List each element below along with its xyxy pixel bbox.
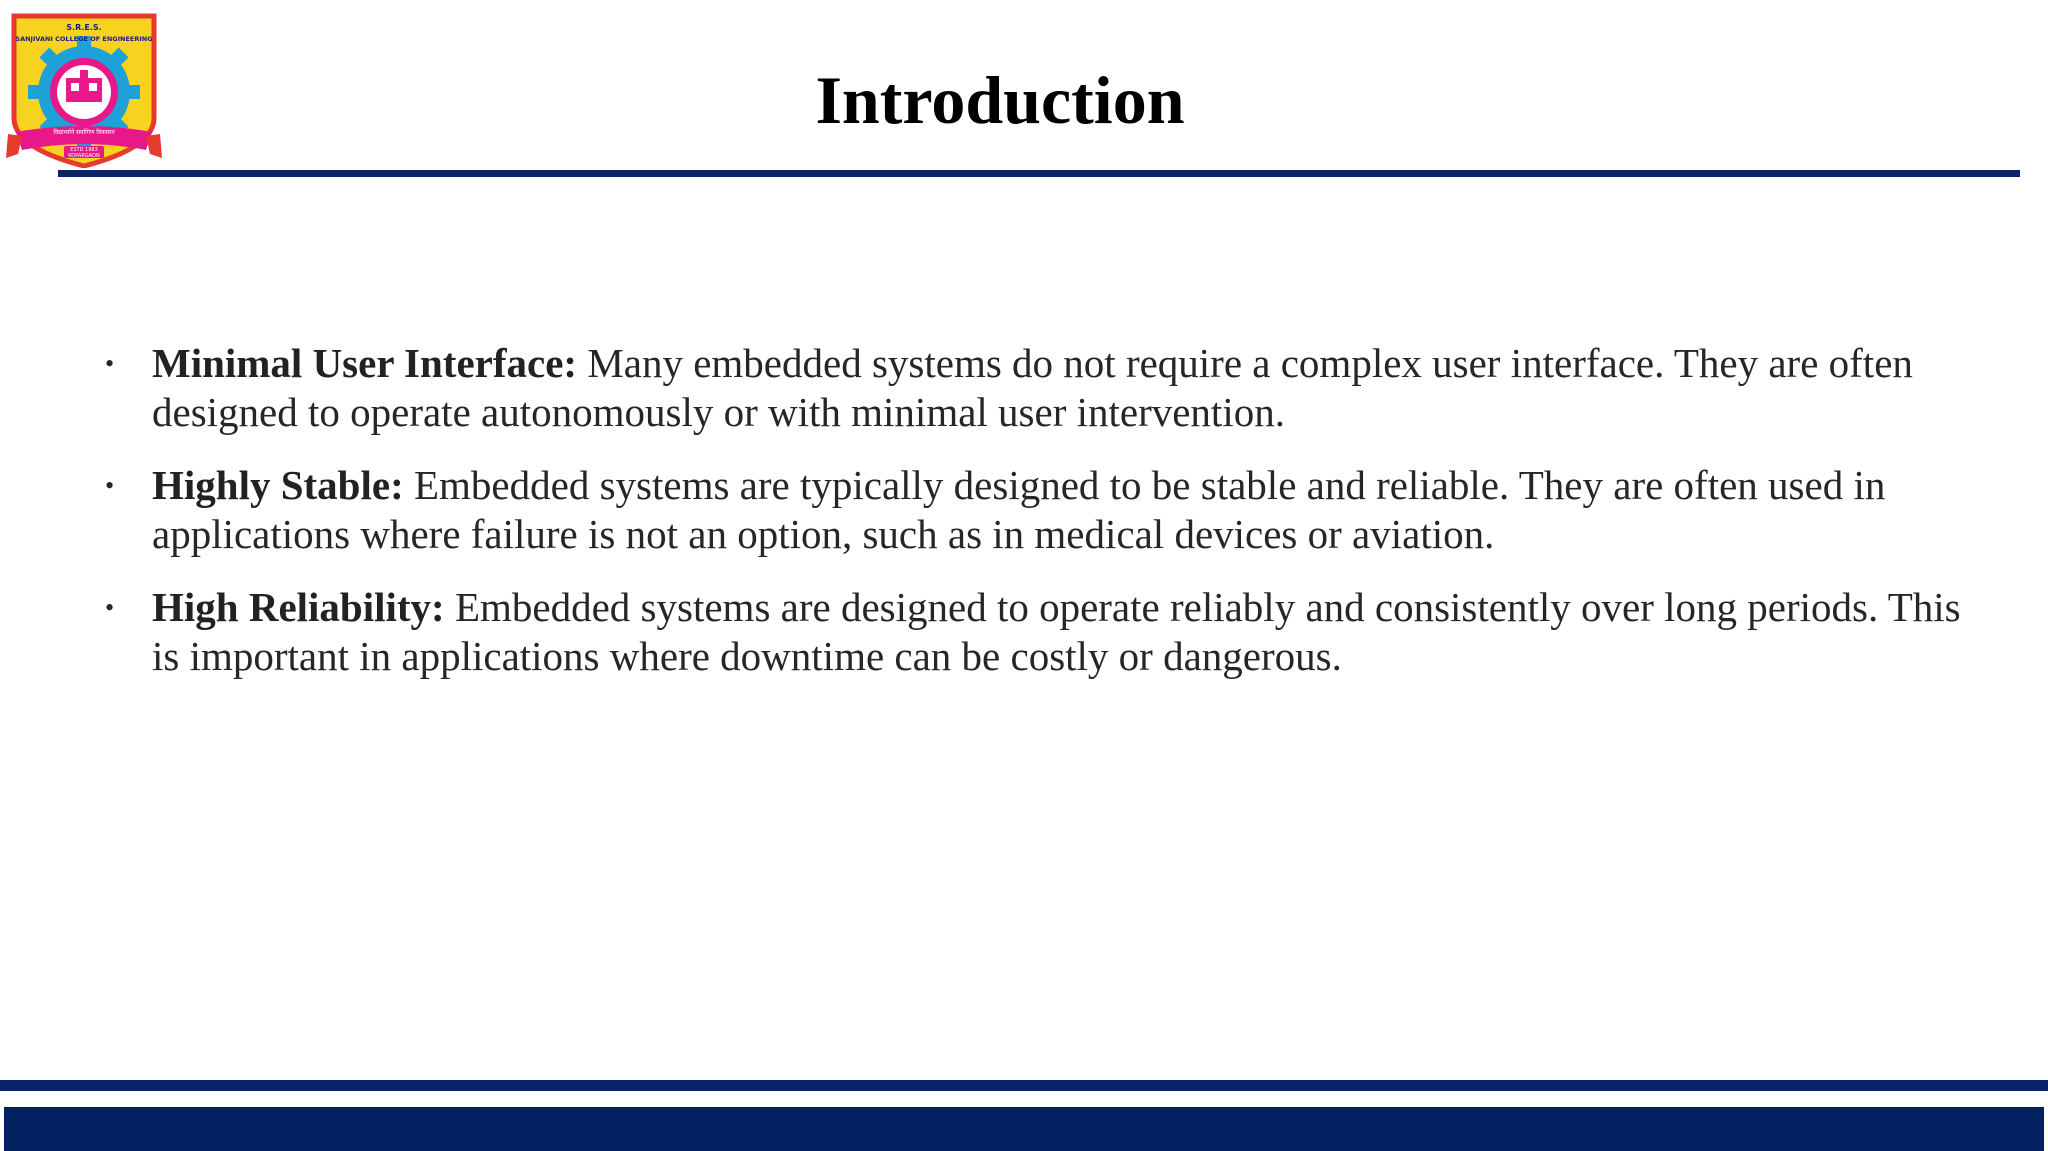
bullet-item-highly-stable — [105, 461, 1985, 559]
footer-rule-thin — [0, 1080, 2048, 1091]
svg-text:ESTD 1983: ESTD 1983 — [70, 147, 98, 153]
bullet-dot-icon: • — [105, 593, 115, 622]
bullet-list — [105, 339, 1985, 705]
bullet-text: Embedded systems are designed to operate reliably and consistently over long periods. This is important in applications where downtime can be costly or dangerous. — [152, 584, 1961, 679]
svg-text:SANJIVANI COLLEGE OF ENGINEERI: SANJIVANI COLLEGE OF ENGINEERING — [15, 35, 153, 43]
slide-title: Introduction — [815, 62, 1185, 138]
footer-band — [4, 1107, 2044, 1151]
bullet-text: Embedded systems are typically designed to be stable and reliable. They are often used in applications where failure is not an option, such as in medical devices or aviation. — [152, 462, 1886, 557]
title-divider — [58, 170, 2020, 177]
svg-text:S.R.E.S.: S.R.E.S. — [66, 23, 102, 32]
bullet-term: Highly Stable: — [152, 462, 404, 508]
svg-text:KOPARGAON: KOPARGAON — [68, 153, 100, 159]
svg-text:विद्यार्थ्याने सर्वागिण विकासन: विद्यार्थ्याने सर्वागिण विकासन — [53, 129, 115, 136]
bullet-text: Many embedded systems do not require a complex user interface. They are often designed to operate autonomously or with minimal user intervention. — [152, 340, 1913, 435]
bullet-item-minimal-user-interface — [105, 339, 1985, 437]
bullet-term: High Reliability: — [152, 584, 445, 630]
bullet-dot-icon: • — [105, 349, 115, 378]
bullet-item-high-reliability — [105, 583, 1985, 681]
bullet-term: Minimal User Interface: — [152, 340, 578, 386]
bullet-dot-icon: • — [105, 471, 115, 500]
